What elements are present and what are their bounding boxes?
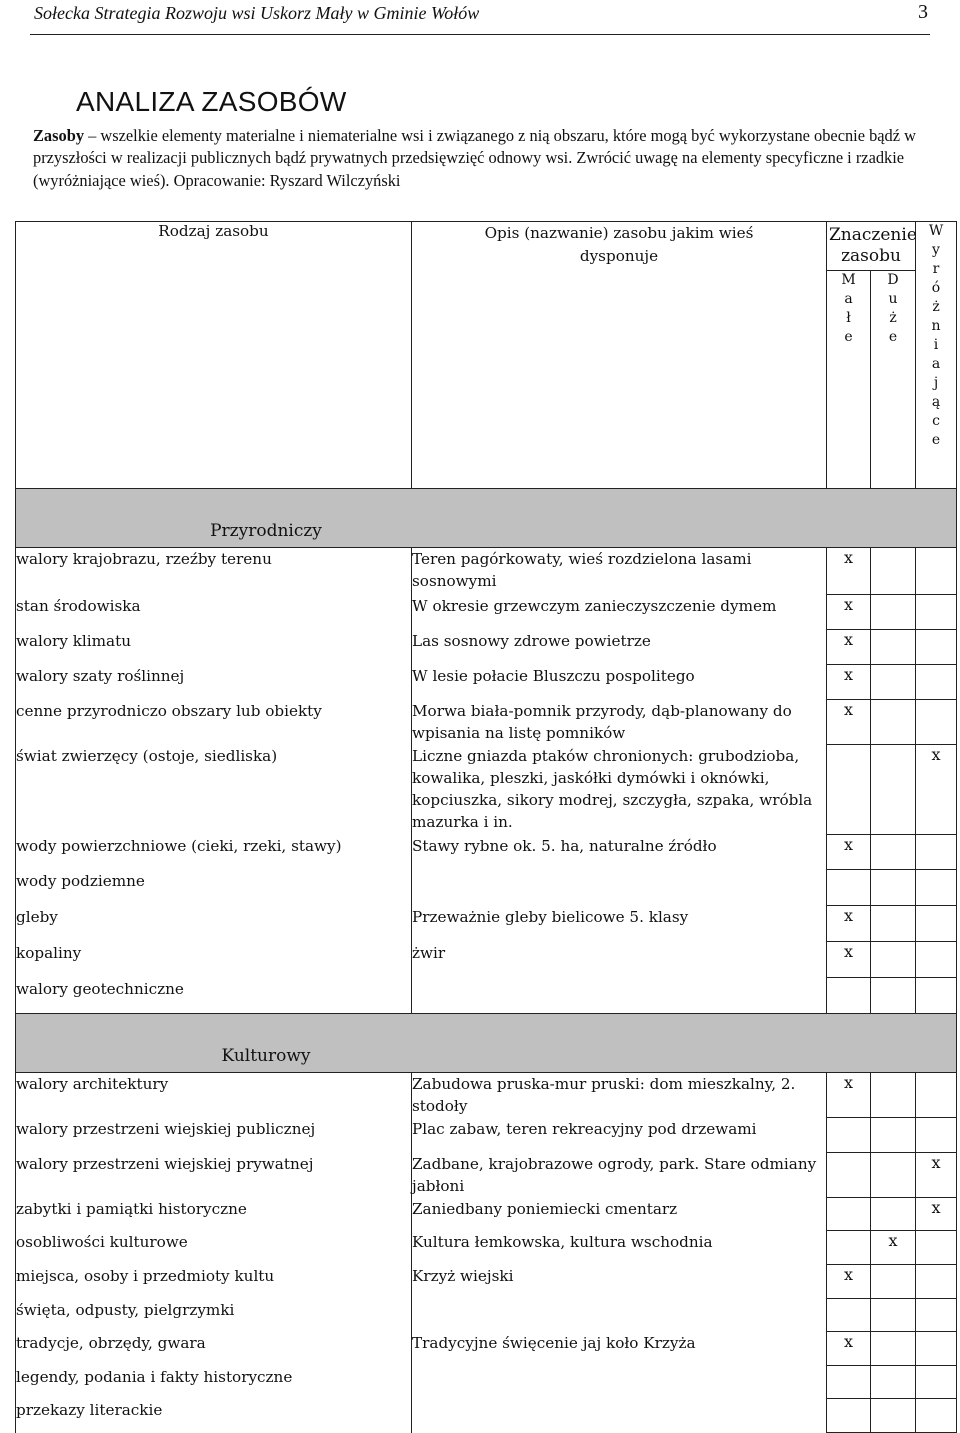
mark-small bbox=[827, 870, 871, 906]
mark-small: x bbox=[827, 700, 871, 745]
table-row bbox=[16, 548, 957, 595]
mark-unique bbox=[916, 942, 957, 978]
table-row bbox=[16, 835, 957, 870]
resource-kind: walory szaty roślinnej bbox=[16, 665, 412, 700]
mark-small: x bbox=[827, 1073, 871, 1118]
table-row bbox=[16, 1073, 957, 1118]
mark-large bbox=[871, 700, 916, 745]
large-label-letter: u bbox=[888, 291, 898, 307]
table-row bbox=[16, 745, 957, 835]
resource-description: Morwa biała-pomnik przyrody, dąb-planowany do wpisania na listę pomników bbox=[412, 700, 827, 745]
resource-kind: świat zwierzęcy (ostoje, siedliska) bbox=[16, 745, 412, 835]
table-row bbox=[16, 942, 957, 978]
table-row bbox=[16, 1153, 957, 1198]
resource-kind: kopaliny bbox=[16, 942, 412, 978]
table-row bbox=[16, 1332, 957, 1366]
mark-small: x bbox=[827, 942, 871, 978]
column-header-small bbox=[827, 271, 871, 489]
unique-label-letter: ą bbox=[931, 394, 941, 410]
resource-kind: święta, odpusty, pielgrzymki bbox=[16, 1299, 412, 1332]
mark-small bbox=[827, 1118, 871, 1153]
resource-kind: walory geotechniczne bbox=[16, 978, 412, 1014]
resource-kind: osobliwości kulturowe bbox=[16, 1231, 412, 1265]
resource-description: W lesie połacie Bluszczu pospolitego bbox=[412, 665, 827, 700]
mark-large bbox=[871, 1265, 916, 1299]
table-row bbox=[16, 595, 957, 630]
mark-large bbox=[871, 906, 916, 942]
mark-unique: x bbox=[916, 1198, 957, 1231]
unique-label-letter: j bbox=[933, 375, 939, 391]
mark-unique bbox=[916, 630, 957, 665]
resource-kind: cenne przyrodniczo obszary lub obiekty bbox=[16, 700, 412, 745]
resource-kind: walory klimatu bbox=[16, 630, 412, 665]
unique-label-letter: W bbox=[928, 223, 944, 239]
mark-small bbox=[827, 978, 871, 1014]
unique-label-letter: c bbox=[932, 413, 940, 429]
resource-description: Krzyż wiejski bbox=[412, 1265, 827, 1299]
resource-description bbox=[412, 1399, 827, 1433]
mark-large bbox=[871, 595, 916, 630]
mark-small bbox=[827, 1399, 871, 1433]
column-header-unique bbox=[916, 222, 957, 489]
table-row bbox=[16, 1366, 957, 1399]
mark-large: x bbox=[871, 1231, 916, 1265]
page-number: 3 bbox=[918, 1, 928, 23]
table-row bbox=[16, 1265, 957, 1299]
resource-kind: legendy, podania i fakty historyczne bbox=[16, 1366, 412, 1399]
mark-unique: x bbox=[916, 745, 957, 835]
column-header-large bbox=[871, 271, 916, 489]
resource-description: żwir bbox=[412, 942, 827, 978]
resource-kind: wody powierzchniowe (cieki, rzeki, stawy) bbox=[16, 835, 412, 870]
mark-unique bbox=[916, 1118, 957, 1153]
mark-small: x bbox=[827, 835, 871, 870]
mark-unique bbox=[916, 700, 957, 745]
unique-label-letter: e bbox=[931, 432, 941, 448]
mark-large bbox=[871, 1299, 916, 1332]
mark-small: x bbox=[827, 630, 871, 665]
mark-small bbox=[827, 1198, 871, 1231]
mark-unique bbox=[916, 1399, 957, 1433]
column-header-kind: Rodzaj zasobu bbox=[16, 222, 412, 489]
large-label-letter: ż bbox=[889, 310, 897, 326]
mark-small: x bbox=[827, 665, 871, 700]
mark-small bbox=[827, 1299, 871, 1332]
mark-large bbox=[871, 1073, 916, 1118]
resource-description bbox=[412, 870, 827, 906]
mark-large bbox=[871, 1198, 916, 1231]
small-label-letter: ł bbox=[846, 310, 851, 326]
intro-term: Zasoby bbox=[33, 126, 85, 145]
mark-unique bbox=[916, 1299, 957, 1332]
resource-description: Stawy rybne ok. 5. ha, naturalne źródło bbox=[412, 835, 827, 870]
resource-kind: wody podziemne bbox=[16, 870, 412, 906]
unique-label-letter: y bbox=[932, 242, 940, 258]
resource-kind: walory przestrzeni wiejskiej publicznej bbox=[16, 1118, 412, 1153]
large-label-letter: D bbox=[887, 272, 899, 288]
table-row bbox=[16, 978, 957, 1014]
mark-small bbox=[827, 1153, 871, 1198]
mark-large bbox=[871, 665, 916, 700]
mark-large bbox=[871, 745, 916, 835]
mark-unique: x bbox=[916, 1153, 957, 1198]
resource-description bbox=[412, 1366, 827, 1399]
mark-large bbox=[871, 978, 916, 1014]
mark-large bbox=[871, 1366, 916, 1399]
page-header bbox=[30, 0, 930, 35]
mark-unique bbox=[916, 835, 957, 870]
mark-large bbox=[871, 548, 916, 595]
small-label-letter: a bbox=[844, 291, 853, 307]
unique-label bbox=[929, 222, 943, 450]
section-header bbox=[16, 489, 957, 548]
mark-unique bbox=[916, 1332, 957, 1366]
table-row bbox=[16, 630, 957, 665]
unique-label-letter: ż bbox=[932, 299, 940, 315]
resource-kind: zabytki i pamiątki historyczne bbox=[16, 1198, 412, 1231]
resource-description bbox=[412, 978, 827, 1014]
table-row bbox=[16, 1118, 957, 1153]
resource-kind: przekazy literackie bbox=[16, 1399, 412, 1433]
mark-small: x bbox=[827, 548, 871, 595]
resource-description: Zadbane, krajobrazowe ogrody, park. Stare odmiany jabłoni bbox=[412, 1153, 827, 1198]
small-label bbox=[841, 271, 855, 347]
large-label bbox=[887, 271, 898, 347]
mark-unique bbox=[916, 906, 957, 942]
unique-label-letter: ó bbox=[931, 280, 941, 296]
section-row bbox=[16, 489, 957, 548]
mark-large bbox=[871, 630, 916, 665]
mark-large bbox=[871, 942, 916, 978]
mark-large bbox=[871, 835, 916, 870]
mark-large bbox=[871, 1332, 916, 1366]
table-row bbox=[16, 665, 957, 700]
table-row bbox=[16, 1231, 957, 1265]
mark-small bbox=[827, 1366, 871, 1399]
small-label-letter: e bbox=[844, 329, 853, 345]
resource-description: Las sosnowy zdrowe powietrze bbox=[412, 630, 827, 665]
resource-description: Przeważnie gleby bielicowe 5. klasy bbox=[412, 906, 827, 942]
resource-kind: stan środowiska bbox=[16, 595, 412, 630]
resource-description: W okresie grzewczym zanieczyszczenie dymem bbox=[412, 595, 827, 630]
mark-small bbox=[827, 1231, 871, 1265]
table-row bbox=[16, 700, 957, 745]
table-row bbox=[16, 870, 957, 906]
resource-kind: walory przestrzeni wiejskiej prywatnej bbox=[16, 1153, 412, 1198]
unique-label-letter: n bbox=[931, 318, 941, 334]
resource-description: Kultura łemkowska, kultura wschodnia bbox=[412, 1231, 827, 1265]
resource-kind: gleby bbox=[16, 906, 412, 942]
mark-unique bbox=[916, 1073, 957, 1118]
intro-text: – wszelkie elementy materialne i niematerialne wsi i związanego z nią obszaru, które mogą być wykorzystane obecnie bądź w przyszłości w realizacji publicznych bądź prywatnych przedsięwzięć odnowy wsi. Zwrócić uwagę na elementy specyficzne i rzadkie (wyróżniające wieś). Opracowanie: Ryszard Wilczyński bbox=[33, 126, 916, 190]
unique-label-letter: i bbox=[933, 337, 939, 353]
section-row bbox=[16, 1014, 957, 1073]
mark-unique bbox=[916, 1231, 957, 1265]
mark-large bbox=[871, 1118, 916, 1153]
section-name: Kulturowy bbox=[221, 1046, 311, 1066]
resource-kind: walory architektury bbox=[16, 1073, 412, 1118]
resource-kind: tradycje, obrzędy, gwara bbox=[16, 1332, 412, 1366]
large-label-letter: e bbox=[888, 329, 898, 345]
unique-label-letter: a bbox=[931, 356, 941, 372]
resource-kind: walory krajobrazu, rzeźby terenu bbox=[16, 548, 412, 595]
mark-large bbox=[871, 1153, 916, 1198]
mark-large bbox=[871, 870, 916, 906]
mark-small: x bbox=[827, 1332, 871, 1366]
table-row bbox=[16, 906, 957, 942]
table-row bbox=[16, 1198, 957, 1231]
resources-table bbox=[15, 221, 957, 1433]
unique-label-letter: r bbox=[932, 261, 940, 277]
mark-unique bbox=[916, 595, 957, 630]
resource-kind: miejsca, osoby i przedmioty kultu bbox=[16, 1265, 412, 1299]
resource-description: Liczne gniazda ptaków chronionych: grubodzioba, kowalika, pleszki, jaskółki dymówki i oknówki, kopciuszka, sikory modrej, szczygła, szpaka, wróbla mazurka i in. bbox=[412, 745, 827, 835]
resource-description bbox=[412, 1299, 827, 1332]
mark-small: x bbox=[827, 906, 871, 942]
mark-unique bbox=[916, 1265, 957, 1299]
section-name: Przyrodniczy bbox=[210, 521, 322, 541]
column-header-description: Opis (nazwanie) zasobu jakim wieś dysponuje bbox=[412, 222, 827, 489]
mark-unique bbox=[916, 548, 957, 595]
table-row bbox=[16, 1399, 957, 1433]
column-header-significance: Znaczenie zasobu bbox=[827, 222, 916, 271]
section-header bbox=[16, 1014, 957, 1073]
mark-unique bbox=[916, 978, 957, 1014]
resource-description: Plac zabaw, teren rekreacyjny pod drzewami bbox=[412, 1118, 827, 1153]
mark-small bbox=[827, 745, 871, 835]
mark-small: x bbox=[827, 1265, 871, 1299]
intro-paragraph bbox=[33, 125, 938, 192]
resource-description: Tradycyjne święcenie jaj koło Krzyża bbox=[412, 1332, 827, 1366]
document-title: Sołecka Strategia Rozwoju wsi Uskorz Mały w Gminie Wołów bbox=[34, 3, 480, 23]
mark-unique bbox=[916, 665, 957, 700]
table-row bbox=[16, 1299, 957, 1332]
mark-unique bbox=[916, 1366, 957, 1399]
mark-small: x bbox=[827, 595, 871, 630]
section-heading: ANALIZA ZASOBÓW bbox=[76, 86, 347, 117]
small-label-letter: M bbox=[841, 272, 856, 288]
resource-description: Zabudowa pruska-mur pruski: dom mieszkalny, 2. stodoły bbox=[412, 1073, 827, 1118]
resource-description: Teren pagórkowaty, wieś rozdzielona lasami sosnowymi bbox=[412, 548, 827, 595]
mark-large bbox=[871, 1399, 916, 1433]
resource-description: Zaniedbany poniemiecki cmentarz bbox=[412, 1198, 827, 1231]
mark-unique bbox=[916, 870, 957, 906]
